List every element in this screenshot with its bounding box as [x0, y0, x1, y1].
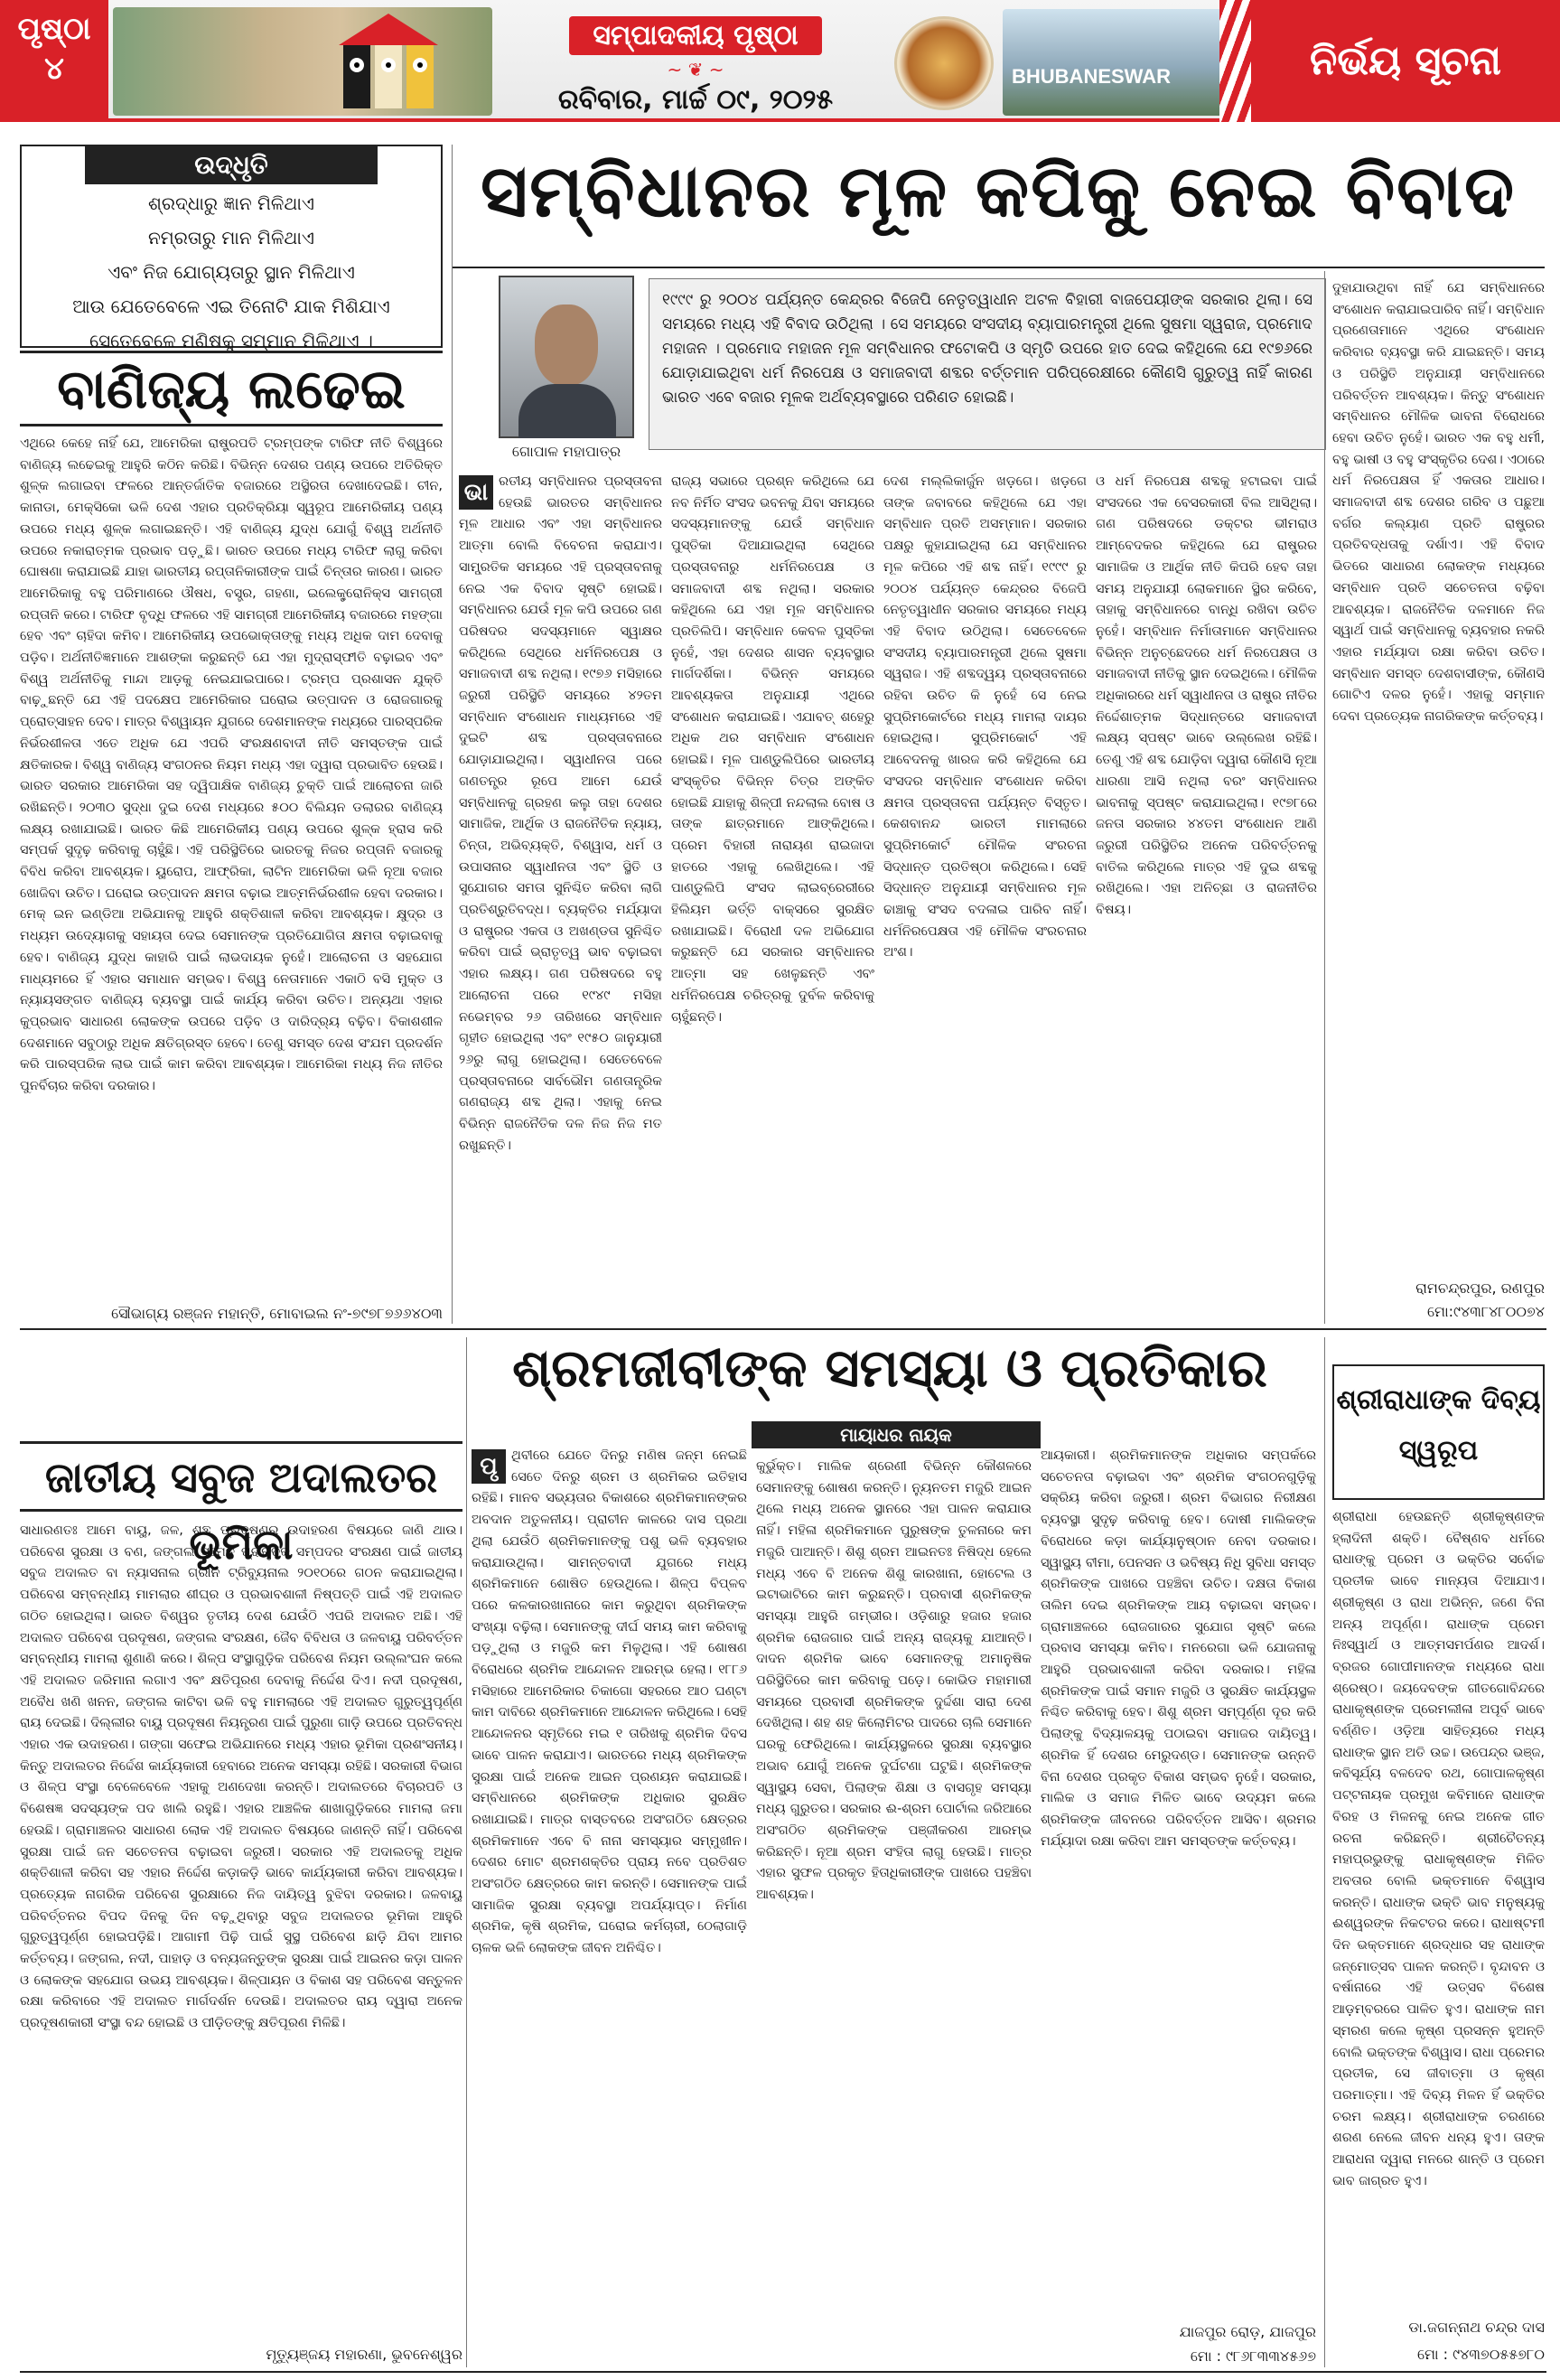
banijya-text: ଏଥିରେ କେହେ ନାହିଁ ଯେ, ଆମେରିକା ରାଷ୍ଟ୍ରପତି ଟ୍ରମ୍ପଙ୍କ ଟାରିଫ ନୀତି ବିଶ୍ୱରେ ବାଣିଜ୍ୟ ଲଢେଇକୁ ଆହୁରି କଠିନ କରିଛି। ବିଭିନ୍ନ ଦେଶର ପଣ୍ୟ ଉପରେ ଅତିରିକ୍ତ ଶୁଳ୍କ ଲଗାଇବା ଫଳରେ ଆନ୍ତର୍ଜାତିକ ବଜାରରେ ଅସ୍ଥିରତା ଦେଖାଦେଇଛି। ଚୀନ, କାନାଡା, ମେକ୍ସିକୋ ଭଳି ଦେଶ ଏହାର ପ୍ରତିକ୍ରିୟା ସ୍ୱରୂପ ଆମେରିକୀୟ ପଣ୍ୟ ଉପରେ ମଧ୍ୟ ଶୁଳ୍କ ଲଗାଇଛନ୍ତି। ଏହି ବାଣିଜ୍ୟ ଯୁଦ୍ଧ ଯୋଗୁଁ ବିଶ୍ୱ ଅର୍ଥନୀତି ଉପରେ ନକାରାତ୍ମକ ପ୍ରଭାବ ପଡ଼ୁଛି। ଭାରତ ଉପରେ ମଧ୍ୟ ଟାରିଫ ଲାଗୁ କରିବା ଘୋଷଣା କରାଯାଇଛି ଯାହା ଭାରତୀୟ ରପ୍ତାନିକାରୀଙ୍କ ପାଇଁ ଚିନ୍ତାର କାରଣ। ଭାରତ ଆମେରିକାକୁ ବହୁ ପରିମାଣରେ ଔଷଧ, ବସ୍ତ୍ର, ଗହଣା, ଇଲେକ୍ଟ୍ରୋନିକ୍ସ ସାମଗ୍ରୀ ରପ୍ତାନି କରେ। ଟାରିଫ ବୃଦ୍ଧି ଫଳରେ ଏହି ସାମଗ୍ରୀ ଆମେରିକୀୟ ବଜାରରେ ମହଙ୍ଗା ହେବ ଏବଂ ଚାହିଦା କମିବ। ଆମେରିକୀୟ ଉପଭୋକ୍ତାଙ୍କୁ ମଧ୍ୟ ଅଧିକ ଦାମ ଦେବାକୁ ପଡ଼ିବ। ଅର୍ଥନୀତିଜ୍ଞମାନେ ଆଶଙ୍କା କରୁଛନ୍ତି ଯେ ଏହା ମୁଦ୍ରାସ୍ଫୀତି ବଢ଼ାଇବ ଏବଂ ବିଶ୍ୱ ଅର୍ଥନୀତିକୁ ମାନ୍ଦା ଆଡ଼କୁ ନେଇଯାଇପାରେ। ଟ୍ରମ୍ପ ପ୍ରଶାସନ ଯୁକ୍ତି ବାଢ଼ୁଛନ୍ତି ଯେ ଏହି ପଦକ୍ଷେପ ଆମେରିକାର ଘରୋଇ ଉତ୍ପାଦନ ଓ ରୋଜଗାରକୁ ପ୍ରୋତ୍ସାହନ ଦେବ। ମାତ୍ର ବିଶ୍ୱାୟନ ଯୁଗରେ ଦେଶମାନଙ୍କ ମଧ୍ୟରେ ପାରସ୍ପରିକ ନିର୍ଭରଶୀଳତା ଏତେ ଅଧିକ ଯେ ଏପରି ସଂରକ୍ଷଣବାଦୀ ନୀତି ସମସ୍ତଙ୍କ ପାଇଁ କ୍ଷତିକାରକ। ବିଶ୍ୱ ବାଣିଜ୍ୟ ସଂଗଠନର ନିୟମ ମଧ୍ୟ ଏହା ଦ୍ୱାରା ପ୍ରଭାବିତ ହେଉଛି। ଭାରତ ସରକାର ଆମେରିକା ସହ ଦ୍ୱିପାକ୍ଷିକ ବାଣିଜ୍ୟ ଚୁକ୍ତି ପାଇଁ ଆଲୋଚନା ଜାରି ରଖିଛନ୍ତି। ୨୦୩୦ ସୁଦ୍ଧା ଦୁଇ ଦେଶ ମଧ୍ୟରେ ୫୦୦ ବିଲିୟନ ଡଲାରର ବାଣିଜ୍ୟ ଲକ୍ଷ୍ୟ ରଖାଯାଇଛି। ଭାରତ କିଛି ଆମେରିକୀୟ ପଣ୍ୟ ଉପରେ ଶୁଳ୍କ ହ୍ରାସ କରି ସମ୍ପର୍କ ସୁଦୃଢ଼ କରିବାକୁ ଚାହୁଁଛି। ଏହି ପରିସ୍ଥିତିରେ ଭାରତକୁ ନିଜର ରପ୍ତାନି ବଜାରକୁ ବିବିଧ କରିବା ଆବଶ୍ୟକ। ୟୁରୋପ, ଆଫ୍ରିକା, ଲାଟିନ ଆମେରିକା ଭଳି ନୂଆ ବଜାର ଖୋଜିବା ଉଚିତ। ଘରୋଇ ଉତ୍ପାଦନ କ୍ଷମତା ବଢ଼ାଇ ଆତ୍ମନିର୍ଭରଶୀଳ ହେବା ଦରକାର। ମେକ୍ ଇନ ଇଣ୍ଡିଆ ଅଭିଯାନକୁ ଆହୁରି ଶକ୍ତିଶାଳୀ କରିବା ଆବଶ୍ୟକ। କ୍ଷୁଦ୍ର ଓ ମଧ୍ୟମ ଉଦ୍ୟୋଗକୁ ସହାୟତା ଦେଇ ସେମାନଙ୍କ ପ୍ରତିଯୋଗିତା କ୍ଷମତା ବଢ଼ାଇବାକୁ ହେବ। ବାଣିଜ୍ୟ ଯୁଦ୍ଧ କାହାରି ପାଇଁ ଲାଭଦାୟକ ନୁହେଁ। ଆଲୋଚନା ଓ ସହଯୋଗ ମାଧ୍ୟମରେ ହିଁ ଏହାର ସମାଧାନ ସମ୍ଭବ। ବିଶ୍ୱ ନେତାମାନେ ଏକାଠି ବସି ମୁକ୍ତ ଓ ନ୍ୟାୟସଙ୍ଗତ ବାଣିଜ୍ୟ ବ୍ୟବସ୍ଥା ପାଇଁ କାର୍ଯ୍ୟ କରିବା ଉଚିତ। ଅନ୍ୟଥା ଏହାର କୁପ୍ରଭାବ ସାଧାରଣ ଲୋକଙ୍କ ଉପରେ ପଡ଼ିବ ଓ ଦାରିଦ୍ର୍ୟ ବଢ଼ିବ। ବିକାଶଶୀଳ ଦେଶମାନେ ସବୁଠାରୁ ଅଧିକ କ୍ଷତିଗ୍ରସ୍ତ ହେବେ। ତେଣୁ ସମସ୍ତ ଦେଶ ସଂଯମ ପ୍ରଦର୍ଶନ କରି ପାରସ୍ପରିକ ଲାଭ ପାଇଁ କାମ କରିବା ଆବଶ୍ୟକ। ଆମେରିକା ମଧ୍ୟ ନିଜ ନୀତିର ପୁନର୍ବିଚାର କରିବା ଦରକାର। [20, 436, 443, 1094]
radha-headline: ଶ୍ରୀରାଧାଙ୍କ ଦିବ୍ୟ ସ୍ୱରୂପ [1336, 1384, 1541, 1466]
shram-signoff-place: ଯାଜପୁର ରୋଡ଼, ଯାଜପୁର [1179, 2323, 1316, 2340]
shramajibi-author: ମାୟାଧର ନାୟକ [752, 1421, 1041, 1448]
shram-col-2 [756, 1457, 1032, 2360]
main-col-text: ଦେଶ ମଲ୍ଲିକାର୍ଜୁନ ଖଡ଼ଗେ। ଖଡ଼ଗେ ତାଙ୍କ ଜବାବରେ କହିଥିଲେ ଯେ ଏହା ସମ୍ବିଧାନ ପ୍ରତି ଅସମ୍ମାନ। ସରକାର ପକ୍ଷରୁ କୁହାଯାଇଥିଲା ଯେ ସମ୍ବିଧାନର ମୂଳ କପିରେ ଏହି ଶବ୍ଦ ନାହିଁ। ୧୯୯୯ ରୁ ୨୦୦୪ ପର୍ଯ୍ୟନ୍ତ କେନ୍ଦ୍ରର ବିଜେପି ନେତୃତ୍ୱାଧୀନ ସରକାର ସମୟରେ ମଧ୍ୟ ଏହି ବିବାଦ ଉଠିଥିଲା। ସେତେବେଳେ ସଂସଦୀୟ ବ୍ୟାପାରମନ୍ତ୍ରୀ ଥିଲେ ସୁଷମା ସ୍ୱରାଜ। ଏହି ଶବ୍ଦଦ୍ୱୟ ପ୍ରସ୍ତାବନାରେ ରହିବା ଉଚିତ କି ନୁହେଁ ସେ ନେଇ ସୁପ୍ରିମକୋର୍ଟରେ ମଧ୍ୟ ମାମଲା ଦାୟର ହୋଇଥିଲା। ସୁପ୍ରିମକୋର୍ଟ ଏହି ଆବେଦନକୁ ଖାରଜ କରି କହିଥିଲେ ଯେ ସଂସଦର ସମ୍ବିଧାନ ସଂଶୋଧନ କରିବା କ୍ଷମତା ପ୍ରସ୍ତାବନା ପର୍ଯ୍ୟନ୍ତ ବିସ୍ତୃତ। କେଶବାନନ୍ଦ ଭାରତୀ ମାମଲାରେ ସୁପ୍ରିମକୋର୍ଟ ମୌଳିକ ସଂରଚନା ସିଦ୍ଧାନ୍ତ ପ୍ରତିଷ୍ଠା କରିଥିଲେ। ସେହି ସିଦ୍ଧାନ୍ତ ଅନୁଯାୟୀ ସମ୍ବିଧାନର ମୂଳ ଢାଞ୍ଚାକୁ ସଂସଦ ବଦଳାଇ ପାରିବ ନାହିଁ। ଧର୍ମନିରପେକ୍ଷତା ଏହି ମୌଳିକ ସଂରଚନାର ଅଂଶ। [883, 474, 1087, 960]
divider [452, 267, 1545, 268]
quote-line: ଏବଂ ନିଜ ଯୋଗ୍ୟତାରୁ ସ୍ଥାନ ମିଳିଥାଏ [107, 261, 355, 283]
shram-col-text: କୁର୍ଭୁକ୍ତ। ମାଲିକ ଶ୍ରେଣୀ ବିଭିନ୍ନ କୌଶଳରେ ସେମାନଙ୍କୁ ଶୋଷଣ କରନ୍ତି। ନ୍ୟୁନତମ ମଜୁରି ଆଇନ ଥିଲେ ମଧ୍ୟ ଅନେକ ସ୍ଥାନରେ ଏହା ପାଳନ କରାଯାଉ ନାହିଁ। ମହିଳା ଶ୍ରମିକମାନେ ପୁରୁଷଙ୍କ ତୁଳନାରେ କମ ମଜୁରି ପାଆନ୍ତି। ଶିଶୁ ଶ୍ରମ ଆଇନତଃ ନିଷିଦ୍ଧ ହେଲେ ମଧ୍ୟ ଏବେ ବି ଅନେକ ଶିଶୁ କାରଖାନା, ହୋଟେଲ ଓ ଇଟାଭାଟିରେ କାମ କରୁଛନ୍ତି। ପ୍ରବାସୀ ଶ୍ରମିକଙ୍କ ସମସ୍ୟା ଆହୁରି ଗମ୍ଭୀର। ଓଡ଼ିଶାରୁ ହଜାର ହଜାର ଶ୍ରମିକ ରୋଜଗାର ପାଇଁ ଅନ୍ୟ ରାଜ୍ୟକୁ ଯାଆନ୍ତି। ଦାଦନ ଶ୍ରମିକ ଭାବେ ସେମାନଙ୍କୁ ଅମାନୁଷିକ ପରିସ୍ଥିତିରେ କାମ କରିବାକୁ ପଡ଼େ। କୋଭିଡ ମହାମାରୀ ସମୟରେ ପ୍ରବାସୀ ଶ୍ରମିକଙ୍କ ଦୁର୍ଦ୍ଦଶା ସାରା ଦେଶ ଦେଖିଥିଲା। ଶହ ଶହ କିଲୋମିଟର ପାଦରେ ଚାଲି ସେମାନେ ଘରକୁ ଫେରିଥିଲେ। କାର୍ଯ୍ୟସ୍ଥଳରେ ସୁରକ୍ଷା ବ୍ୟବସ୍ଥାର ଅଭାବ ଯୋଗୁଁ ଅନେକ ଦୁର୍ଘଟଣା ଘଟୁଛି। ଶ୍ରମିକଙ୍କ ସ୍ୱାସ୍ଥ୍ୟ ସେବା, ପିଲାଙ୍କ ଶିକ୍ଷା ଓ ବାସଗୃହ ସମସ୍ୟା ମଧ୍ୟ ଗୁରୁତର। ସରକାର ଈ-ଶ୍ରମ ପୋର୍ଟାଲ ଜରିଆରେ ଅସଂଗଠିତ ଶ୍ରମିକଙ୍କ ପଞ୍ଜୀକରଣ ଆରମ୍ଭ କରିଛନ୍ତି। ନୂଆ ଶ୍ରମ ସଂହିତା ଲାଗୁ ହେଉଛି। ମାତ୍ର ଏହାର ସୁଫଳ ପ୍ରକୃତ ହିତାଧିକାରୀଙ୍କ ପାଖରେ ପହଞ୍ଚିବା ଆବଶ୍ୟକ। [756, 1459, 1032, 1903]
quote-line: ନମ୍ରତାରୁ ମାନ ମିଳିଥାଏ [148, 227, 314, 248]
main-col-text: ରାଜ୍ୟ ସଭାରେ ପ୍ରଶ୍ନ କରିଥିଲେ ଯେ ନବ ନିର୍ମିତ ସଂସଦ ଭବନକୁ ଯିବା ସମୟରେ ସଦସ୍ୟମାନଙ୍କୁ ଯେଉଁ ସମ୍ବିଧାନ ପୁସ୍ତିକା ଦିଆଯାଇଥିଲା ସେଥିରେ ପ୍ରସ୍ତାବନାରୁ ଧର୍ମନିରପେକ୍ଷ ଓ ସମାଜବାଦୀ ଶବ୍ଦ ନଥିଲା। ସରକାର କହିଥିଲେ ଯେ ଏହା ମୂଳ ସମ୍ବିଧାନର ପ୍ରତିଲିପି। ସମ୍ବିଧାନ କେବଳ ପୁସ୍ତିକା ନୁହେଁ, ଏହା ଦେଶର ଶାସନ ବ୍ୟବସ୍ଥାର ମାର୍ଗଦର୍ଶିକା। ବିଭିନ୍ନ ସମୟରେ ଆବଶ୍ୟକତା ଅନୁଯାୟୀ ଏଥିରେ ସଂଶୋଧନ କରାଯାଇଛି। ଏଯାବତ୍ ଶହେରୁ ଅଧିକ ଥର ସମ୍ବିଧାନ ସଂଶୋଧନ ହୋଇଛି। ମୂଳ ପାଣ୍ଡୁଲିପିରେ ଭାରତୀୟ ସଂସ୍କୃତିର ବିଭିନ୍ନ ଚିତ୍ର ଅଙ୍କିତ ହୋଇଛି ଯାହାକୁ ଶିଳ୍ପୀ ନନ୍ଦଲାଲ ବୋଷ ଓ ତାଙ୍କ ଛାତ୍ରମାନେ ଆଙ୍କିଥିଲେ। ପ୍ରେମ ବିହାରୀ ନାରାୟଣ ରାଇଜାଦା ହାତରେ ଏହାକୁ ଲେଖିଥିଲେ। ଏହି ପାଣ୍ଡୁଲିପି ସଂସଦ ଲାଇବ୍ରେରୀରେ ହିଲିୟମ ଭର୍ତ୍ତି ବାକ୍ସରେ ସୁରକ୍ଷିତ ରଖାଯାଇଛି। ବିରୋଧୀ ଦଳ ଅଭିଯୋଗ କରୁଛନ୍ତି ଯେ ସରକାର ସମ୍ବିଧାନର ଆତ୍ମା ସହ ଖେଳୁଛନ୍ତି ଏବଂ ଧର୍ମନିରପେକ୍ଷ ଚରିତ୍ରକୁ ଦୁର୍ବଳ କରିବାକୁ ଚାହୁଁଛନ୍ତି। [671, 474, 874, 1025]
jatiya-body [20, 1521, 462, 2334]
main-col-2 [671, 472, 874, 1303]
banijya-signoff: ସୌଭାଗ୍ୟ ରଞ୍ଜନ ମହାନ୍ତି, ମୋବାଇଲ ନଂ-୭୯୭୮୭୬୬୪୦୩ [20, 1305, 443, 1323]
bottom-rule [20, 2371, 1546, 2373]
shram-col-text: ଥିବୀରେ ଯେତେ ଦିନରୁ ମଣିଷ ଜନ୍ମ ନେଇଛି ସେତେ ଦିନରୁ ଶ୍ରମ ଓ ଶ୍ରମିକର ଇତିହାସ ରହିଛି। ମାନବ ସଭ୍ୟତାର ବିକାଶରେ ଶ୍ରମିକମାନଙ୍କର ଅବଦାନ ଅତୁଳନୀୟ। ପ୍ରାଚୀନ କାଳରେ ଦାସ ପ୍ରଥା ଥିଲା ଯେଉଁଠି ଶ୍ରମିକମାନଙ୍କୁ ପଶୁ ଭଳି ବ୍ୟବହାର କରାଯାଉଥିଲା। ସାମନ୍ତବାଦୀ ଯୁଗରେ ମଧ୍ୟ ଶ୍ରମିକମାନେ ଶୋଷିତ ହେଉଥିଲେ। ଶିଳ୍ପ ବିପ୍ଳବ ପରେ କଳକାରଖାନାରେ କାମ କରୁଥିବା ଶ୍ରମିକଙ୍କ ସଂଖ୍ୟା ବଢ଼ିଲା। ସେମାନଙ୍କୁ ଦୀର୍ଘ ସମୟ କାମ କରିବାକୁ ପଡ଼ୁଥିଲା ଓ ମଜୁରି କମ ମିଳୁଥିଲା। ଏହି ଶୋଷଣ ବିରୋଧରେ ଶ୍ରମିକ ଆନ୍ଦୋଳନ ଆରମ୍ଭ ହେଲା। ୧୮୮୬ ମସିହାରେ ଆମେରିକାର ଚିକାଗୋ ସହରରେ ଆଠ ଘଣ୍ଟା କାମ ଦାବିରେ ଶ୍ରମିକମାନେ ଆନ୍ଦୋଳନ କରିଥିଲେ। ସେହି ଆନ୍ଦୋଳନର ସ୍ମୃତିରେ ମଇ ୧ ତାରିଖକୁ ଶ୍ରମିକ ଦିବସ ଭାବେ ପାଳନ କରାଯାଏ। ଭାରତରେ ମଧ୍ୟ ଶ୍ରମିକଙ୍କ ସୁରକ୍ଷା ପାଇଁ ଅନେକ ଆଇନ ପ୍ରଣୟନ କରାଯାଇଛି। ସମ୍ବିଧାନରେ ଶ୍ରମିକଙ୍କ ଅଧିକାର ସୁରକ୍ଷିତ ରଖାଯାଇଛି। ମାତ୍ର ବାସ୍ତବରେ ଅସଂଗଠିତ କ୍ଷେତ୍ରର ଶ୍ରମିକମାନେ ଏବେ ବି ନାନା ସମସ୍ୟାର ସମ୍ମୁଖୀନ। ଦେଶର ମୋଟ ଶ୍ରମଶକ୍ତିର ପ୍ରାୟ ନବେ ପ୍ରତିଶତ ଅସଂଗଠିତ କ୍ଷେତ୍ରରେ କାମ କରନ୍ତି। ସେମାନଙ୍କ ପାଇଁ ସାମାଜିକ ସୁରକ୍ଷା ବ୍ୟବସ୍ଥା ଅପର୍ଯ୍ୟାପ୍ତ। ନିର୍ମାଣ ଶ୍ରମିକ, କୃଷି ଶ୍ରମିକ, ଘରୋଇ କର୍ମଚାରୀ, ଠେଲାଗାଡ଼ି ଚାଳକ ଭଳି ଲୋକଙ୍କ ଜୀବନ ଅନିଶ୍ଚିତ। [472, 1448, 747, 1956]
column-rule [1324, 271, 1325, 1324]
author-shirt [518, 384, 616, 438]
quote-line: ଶ୍ରଦ୍ଧାରୁ ଜ୍ଞାନ ମିଳିଥାଏ [148, 192, 314, 214]
radha-headline-box [1332, 1364, 1545, 1500]
masthead [0, 0, 1560, 122]
main-headline: ସମ୍ବିଧାନର ମୂଳ କପିକୁ ନେଇ ବିବାଦ [481, 149, 1516, 233]
main-col-text: ଦୁହାଯାଉଥିବା ନାହିଁ ଯେ ସମ୍ବିଧାନରେ ସଂଶୋଧନ କରାଯାଇପାରିବ ନାହିଁ। ସମ୍ବିଧାନ ପ୍ରଣେତାମାନେ ଏଥିରେ ସଂଶୋଧନ କରିବାର ବ୍ୟବସ୍ଥା କରି ଯାଇଛନ୍ତି। ସମୟ ଓ ପରିସ୍ଥିତି ଅନୁଯାୟୀ ସମ୍ବିଧାନରେ ପରିବର୍ତ୍ତନ ଆବଶ୍ୟକ। କିନ୍ତୁ ସଂଶୋଧନ ସମ୍ବିଧାନର ମୌଳିକ ଭାବନା ବିରୋଧରେ ହେବା ଉଚିତ ନୁହେଁ। ଭାରତ ଏକ ବହୁ ଧର୍ମୀ, ବହୁ ଭାଷୀ ଓ ବହୁ ସଂସ୍କୃତିର ଦେଶ। ଏଠାରେ ଧର୍ମ ନିରପେକ୍ଷତା ହିଁ ଏକତାର ଆଧାର। ସମାଜବାଦୀ ଶବ୍ଦ ଦେଶର ଗରିବ ଓ ପଛୁଆ ବର୍ଗର କଲ୍ୟାଣ ପ୍ରତି ରାଷ୍ଟ୍ରର ପ୍ରତିବଦ୍ଧତାକୁ ଦର୍ଶାଏ। ଏହି ବିବାଦ ଭିତରେ ସାଧାରଣ ଲୋକଙ୍କ ମଧ୍ୟରେ ସମ୍ବିଧାନ ପ୍ରତି ସଚେତନତା ବଢ଼ିବା ଆବଶ୍ୟକ। ରାଜନୈତିକ ଦଳମାନେ ନିଜ ସ୍ୱାର୍ଥ ପାଇଁ ସମ୍ବିଧାନକୁ ବ୍ୟବହାର ନକରି ଏହାର ମର୍ଯ୍ୟାଦା ରକ୍ଷା କରିବା ଉଚିତ। ସମ୍ବିଧାନ ସମସ୍ତ ଦେଶବାସୀଙ୍କ, କୌଣସି ଗୋଟିଏ ଦଳର ନୁହେଁ। ଏହାକୁ ସମ୍ମାନ ଦେବା ପ୍ରତ୍ୟେକ ନାଗରିକଙ୍କ କର୍ତ୍ତବ୍ୟ। [1332, 281, 1545, 725]
shram-col-1 [472, 1446, 747, 2358]
main-col-1 [459, 472, 662, 1303]
city-name: BHUBANESWAR [1012, 65, 1171, 88]
divider [20, 1328, 1546, 1330]
main-col-4 [1096, 472, 1317, 1303]
quote-heading: ଉଦ୍ଧୃତି [85, 146, 378, 184]
food-plate-image [894, 16, 994, 110]
main-col-text: ରତୀୟ ସମ୍ବିଧାନର ପ୍ରସ୍ତାବନା ହେଉଛି ଭାରତର ସମ୍ବିଧାନର ମୂଳ ଆଧାର ଏବଂ ଏହା ସମ୍ବିଧାନର ଆତ୍ମା ବୋଲି ବିବେଚନା କରାଯାଏ। ସାମ୍ପ୍ରତିକ ସମୟରେ ଏହି ପ୍ରସ୍ତାବନାକୁ ନେଇ ଏକ ବିବାଦ ସୃଷ୍ଟି ହୋଇଛି। ସମ୍ବିଧାନର ଯେଉଁ ମୂଳ କପି ଉପରେ ଗଣ ପରିଷଦର ସଦସ୍ୟମାନେ ସ୍ୱାକ୍ଷର କରିଥିଲେ ସେଥିରେ ଧର୍ମନିରପେକ୍ଷ ଓ ସମାଜବାଦୀ ଶବ୍ଦ ନଥିଲା। ୧୯୭୬ ମସିହାରେ ଜରୁରୀ ପରିସ୍ଥିତି ସମୟରେ ୪୨ତମ ସମ୍ବିଧାନ ସଂଶୋଧନ ମାଧ୍ୟମରେ ଏହି ଦୁଇଟି ଶବ୍ଦ ପ୍ରସ୍ତାବନାରେ ଯୋଡ଼ାଯାଇଥିଲା। ସ୍ୱାଧୀନତା ପରେ ଗଣତନ୍ତ୍ର ରୂପେ ଆମେ ଯେଉଁ ସମ୍ବିଧାନକୁ ଗ୍ରହଣ କଲୁ ତାହା ଦେଶର ସାମାଜିକ, ଆର୍ଥିକ ଓ ରାଜନୈତିକ ନ୍ୟାୟ, ଚିନ୍ତା, ଅଭିବ୍ୟକ୍ତି, ବିଶ୍ୱାସ, ଧର୍ମ ଓ ଉପାସନାର ସ୍ୱାଧୀନତା ଏବଂ ସ୍ଥିତି ଓ ସୁଯୋଗର ସମତା ସୁନିଶ୍ଚିତ କରିବା ଲାଗି ପ୍ରତିଶ୍ରୁତିବଦ୍ଧ। ବ୍ୟକ୍ତିର ମର୍ଯ୍ୟାଦା ଓ ରାଷ୍ଟ୍ରର ଏକତା ଓ ଅଖଣ୍ଡତା ସୁନିଶ୍ଚିତ କରିବା ପାଇଁ ଭ୍ରାତୃତ୍ୱ ଭାବ ବଢ଼ାଇବା ଏହାର ଲକ୍ଷ୍ୟ। ଗଣ ପରିଷଦରେ ବହୁ ଆଲୋଚନା ପରେ ୧୯୪୯ ମସିହା ନଭେମ୍ବର ୨୬ ତାରିଖରେ ସମ୍ବିଧାନ ଗୃହୀତ ହୋଇଥିଲା ଏବଂ ୧୯୫୦ ଜାନୁୟାରୀ ୨୬ରୁ ଲାଗୁ ହୋଇଥିଲା। ସେତେବେଳେ ପ୍ରସ୍ତାବନାରେ ସାର୍ବଭୌମ ଗଣତାନ୍ତ୍ରିକ ଗଣରାଜ୍ୟ ଶବ୍ଦ ଥିଲା। ଏହାକୁ ନେଇ ବିଭିନ୍ନ ରାଜନୈତିକ ଦଳ ନିଜ ନିଜ ମତ ରଖୁଛନ୍ତି। [459, 474, 662, 1153]
jagannath-deities-icon [334, 9, 443, 116]
section-title: ସମ୍ପାଦକୀୟ ପୃଷ୍ଠା [569, 16, 821, 55]
dropcap: ପୃ [472, 1449, 506, 1484]
main-col-5 [1332, 278, 1545, 1263]
column-rule [466, 1337, 467, 2367]
main-col-text: ଓ ଧର୍ମ ନିରପେକ୍ଷ ଶବ୍ଦକୁ ହଟାଇବା ପାଇଁ ସଂସଦରେ ଏକ ବେସରକାରୀ ବିଲ ଆସିଥିଲା। ଗଣ ପରିଷଦରେ ଡକ୍ଟର ଭୀମରାଓ ଆମ୍ବେଦକର କହିଥିଲେ ଯେ ରାଷ୍ଟ୍ରର ସାମାଜିକ ଓ ଆର୍ଥିକ ନୀତି କିପରି ହେବ ତାହା ସମୟ ଅନୁଯାୟୀ ଲୋକମାନେ ସ୍ଥିର କରିବେ, ତାହାକୁ ସମ୍ବିଧାନରେ ବାନ୍ଧି ରଖିବା ଉଚିତ ନୁହେଁ। ସମ୍ବିଧାନ ନିର୍ମାତାମାନେ ସମ୍ବିଧାନର ବିଭିନ୍ନ ଅନୁଚ୍ଛେଦରେ ଧର୍ମ ନିରପେକ୍ଷତା ଓ ସମାଜବାଦୀ ନୀତିକୁ ସ୍ଥାନ ଦେଇଥିଲେ। ମୌଳିକ ଅଧିକାରରେ ଧର୍ମ ସ୍ୱାଧୀନତା ଓ ରାଷ୍ଟ୍ର ନୀତିର ନିର୍ଦ୍ଦେଶାତ୍ମକ ସିଦ୍ଧାନ୍ତରେ ସମାଜବାଦୀ ଲକ୍ଷ୍ୟ ସ୍ପଷ୍ଟ ଭାବେ ଉଲ୍ଲେଖ ରହିଛି। ତେଣୁ ଏହି ଶବ୍ଦ ଯୋଡ଼ିବା ଦ୍ୱାରା କୌଣସି ନୂଆ ଧାରଣା ଆସି ନଥିଲା ବରଂ ସମ୍ବିଧାନର ଭାବନାକୁ ସ୍ପଷ୍ଟ କରାଯାଇଥିଲା। ୧୯୭୮ରେ ଜନତା ସରକାର ୪୪ତମ ସଂଶୋଧନ ଆଣି ଜରୁରୀ ପରିସ୍ଥିତିର ଅନେକ ପରିବର୍ତ୍ତନକୁ ବାତିଲ କରିଥିଲେ ମାତ୍ର ଏହି ଦୁଇ ଶବ୍ଦକୁ ରଖିଥିଲେ। ଏହା ଅନିଚ୍ଛା ଓ ରାଜନୀତିର ବିଷୟ। [1096, 474, 1317, 918]
column-rule [1324, 1337, 1325, 2367]
brand-name: ନିର୍ଭୟ ସୂଚନା [1251, 0, 1560, 122]
radha-signoff-phone: ମୋ : ୯୪୩୭୦୫୫୭୮୦ [1416, 2346, 1545, 2363]
issue-date: ରବିବାର, ମାର୍ଚ୍ଚ ୦୯, ୨୦୨୫ [557, 84, 834, 116]
dropcap: ଭା [459, 475, 493, 510]
radha-body [1332, 1507, 1545, 2302]
jatiya-text: ସାଧାରଣତଃ ଆମେ ବାୟୁ, ଜଳ, ଶବ୍ଦ ପ୍ରଦୂଷଣର ଉଦାହରଣ ବିଷୟରେ ଜାଣି ଥାଉ। ପରିବେଶ ସୁରକ୍ଷା ଓ ବଣ, ଜଙ୍ଗଲ ସମେତ ପ୍ରାକୃତିକ ସମ୍ପଦର ସଂରକ୍ଷଣ ପାଇଁ ଜାତୀୟ ସବୁଜ ଅଦାଲତ ବା ନ୍ୟାସନାଲ ଗ୍ରୀନ ଟ୍ରିବ୍ୟୁନାଲ ୨୦୧୦ରେ ଗଠନ କରାଯାଇଥିଲା। ପରିବେଶ ସମ୍ବନ୍ଧୀୟ ମାମଲାର ଶୀଘ୍ର ଓ ପ୍ରଭାବଶାଳୀ ନିଷ୍ପତ୍ତି ପାଇଁ ଏହି ଅଦାଲତ ଗଠିତ ହୋଇଥିଲା। ଭାରତ ବିଶ୍ୱର ତୃତୀୟ ଦେଶ ଯେଉଁଠି ଏପରି ଅଦାଲତ ଅଛି। ଏହି ଅଦାଲତ ପରିବେଶ ପ୍ରଦୂଷଣ, ଜଙ୍ଗଲ ସଂରକ୍ଷଣ, ଜୈବ ବିବିଧତା ଓ ଜଳବାୟୁ ପରିବର୍ତ୍ତନ ସମ୍ବନ୍ଧୀୟ ମାମଲା ଶୁଣାଣି କରେ। ଶିଳ୍ପ ସଂସ୍ଥାଗୁଡ଼ିକ ପରିବେଶ ନିୟମ ଉଲ୍ଲଂଘନ କଲେ ଏହି ଅଦାଲତ ଜରିମାନା ଲଗାଏ ଏବଂ କ୍ଷତିପୂରଣ ଦେବାକୁ ନିର୍ଦ୍ଦେଶ ଦିଏ। ନଦୀ ପ୍ରଦୂଷଣ, ଅବୈଧ ଖଣି ଖନନ, ଜଙ୍ଗଲ କାଟିବା ଭଳି ବହୁ ମାମଲାରେ ଏହି ଅଦାଲତ ଗୁରୁତ୍ୱପୂର୍ଣ୍ଣ ରାୟ ଦେଇଛି। ଦିଲ୍ଲୀର ବାୟୁ ପ୍ରଦୂଷଣ ନିୟନ୍ତ୍ରଣ ପାଇଁ ପୁରୁଣା ଗାଡ଼ି ଉପରେ ପ୍ରତିବନ୍ଧ ଏହାର ଏକ ଉଦାହରଣ। ଗଙ୍ଗା ସଫେଇ ଅଭିଯାନରେ ମଧ୍ୟ ଏହାର ଭୂମିକା ପ୍ରଶଂସନୀୟ। କିନ୍ତୁ ଅଦାଲତର ନିର୍ଦ୍ଦେଶ କାର୍ଯ୍ୟକାରୀ ହେବାରେ ଅନେକ ସମସ୍ୟା ରହିଛି। ସରକାରୀ ବିଭାଗ ଓ ଶିଳ୍ପ ସଂସ୍ଥା ବେଳେବେଳେ ଏହାକୁ ଅଣଦେଖା କରନ୍ତି। ଅଦାଲତରେ ବିଚାରପତି ଓ ବିଶେଷଜ୍ଞ ସଦସ୍ୟଙ୍କ ପଦ ଖାଲି ରହୁଛି। ଏହାର ଆଞ୍ଚଳିକ ଶାଖାଗୁଡ଼ିକରେ ମାମଲା ଜମା ହେଉଛି। ଗ୍ରାମାଞ୍ଚଳର ସାଧାରଣ ଲୋକ ଏହି ଅଦାଲତ ବିଷୟରେ ଜାଣନ୍ତି ନାହିଁ। ପରିବେଶ ସୁରକ୍ଷା ପାଇଁ ଜନ ସଚେତନତା ବଢ଼ାଇବା ଜରୁରୀ। ସରକାର ଏହି ଅଦାଲତକୁ ଅଧିକ ଶକ୍ତିଶାଳୀ କରିବା ସହ ଏହାର ନିର୍ଦ୍ଦେଶ କଡ଼ାକଡ଼ି ଭାବେ କାର୍ଯ୍ୟକାରୀ କରିବା ଆବଶ୍ୟକ। ପ୍ରତ୍ୟେକ ନାଗରିକ ପରିବେଶ ସୁରକ୍ଷାରେ ନିଜ ଦାୟିତ୍ୱ ବୁଝିବା ଦରକାର। ଜଳବାୟୁ ପରିବର୍ତ୍ତନର ବିପଦ ଦିନକୁ ଦିନ ବଢ଼ୁଥିବାରୁ ସବୁଜ ଅଦାଲତର ଭୂମିକା ଆହୁରି ଗୁରୁତ୍ୱପୂର୍ଣ୍ଣ ହୋଇପଡ଼ିଛି। ଆଗାମୀ ପିଢ଼ି ପାଇଁ ସୁସ୍ଥ ପରିବେଶ ଛାଡ଼ି ଯିବା ଆମର କର୍ତ୍ତବ୍ୟ। ଜଙ୍ଗଲ, ନଦୀ, ପାହାଡ଼ ଓ ବନ୍ୟଜନ୍ତୁଙ୍କ ସୁରକ୍ଷା ପାଇଁ ଆଇନର କଡ଼ା ପାଳନ ଓ ଲୋକଙ୍କ ସହଯୋଗ ଉଭୟ ଆବଶ୍ୟକ। ଶିଳ୍ପାୟନ ଓ ବିକାଶ ସହ ପରିବେଶ ସନ୍ତୁଳନ ରକ୍ଷା କରିବାରେ ଏହି ଅଦାଲତ ମାର୍ଗଦର୍ଶନ ଦେଉଛି। ଅଦାଲତର ରାୟ ଦ୍ୱାରା ଅନେକ ପ୍ରଦୂଷଣକାରୀ ସଂସ୍ଥା ବନ୍ଦ ହୋଇଛି ଓ ପୀଡ଼ିତଙ୍କୁ କ୍ଷତିପୂରଣ ମିଳିଛି। [20, 1523, 462, 2031]
section-header [506, 16, 885, 116]
shram-col-3 [1041, 1446, 1316, 2313]
shram-col-text: ଆୟକାରୀ। ଶ୍ରମିକମାନଙ୍କ ଅଧିକାର ସମ୍ପର୍କରେ ସଚେତନତା ବଢ଼ାଇବା ଏବଂ ଶ୍ରମିକ ସଂଗଠନଗୁଡ଼ିକୁ ସକ୍ରିୟ କରିବା ଜରୁରୀ। ଶ୍ରମ ବିଭାଗର ନିରୀକ୍ଷଣ ବ୍ୟବସ୍ଥା ସୁଦୃଢ଼ କରିବାକୁ ହେବ। ଦୋଷୀ ମାଲିକଙ୍କ ବିରୋଧରେ କଡ଼ା କାର୍ଯ୍ୟାନୁଷ୍ଠାନ ନେବା ଦରକାର। ସ୍ୱାସ୍ଥ୍ୟ ବୀମା, ପେନସନ ଓ ଭବିଷ୍ୟ ନିଧି ସୁବିଧା ସମସ୍ତ ଶ୍ରମିକଙ୍କ ପାଖରେ ପହଞ୍ଚିବା ଉଚିତ। ଦକ୍ଷତା ବିକାଶ ତାଲିମ ଦେଇ ଶ୍ରମିକଙ୍କ ଆୟ ବଢ଼ାଇବା ସମ୍ଭବ। ଗ୍ରାମାଞ୍ଚଳରେ ରୋଜଗାରର ସୁଯୋଗ ସୃଷ୍ଟି କଲେ ପ୍ରବାସ ସମସ୍ୟା କମିବ। ମନରେଗା ଭଳି ଯୋଜନାକୁ ଆହୁରି ପ୍ରଭାବଶାଳୀ କରିବା ଦରକାର। ମହିଳା ଶ୍ରମିକଙ୍କ ପାଇଁ ସମାନ ମଜୁରି ଓ ସୁରକ୍ଷିତ କାର୍ଯ୍ୟସ୍ଥଳ ନିଶ୍ଚିତ କରିବାକୁ ହେବ। ଶିଶୁ ଶ୍ରମ ସମ୍ପୂର୍ଣ୍ଣ ଦୂର କରି ପିଲାଙ୍କୁ ବିଦ୍ୟାଳୟକୁ ପଠାଇବା ସମାଜର ଦାୟିତ୍ୱ। ଶ୍ରମିକ ହିଁ ଦେଶର ମେରୁଦଣ୍ଡ। ସେମାନଙ୍କ ଉନ୍ନତି ବିନା ଦେଶର ପ୍ରକୃତ ବିକାଶ ସମ୍ଭବ ନୁହେଁ। ସରକାର, ମାଲିକ ଓ ସମାଜ ମିଳିତ ଭାବେ ଉଦ୍ୟମ କଲେ ଶ୍ରମିକଙ୍କ ଜୀବନରେ ପରିବର୍ତ୍ତନ ଆସିବ। ଶ୍ରମର ମର୍ଯ୍ୟାଦା ରକ୍ଷା କରିବା ଆମ ସମସ୍ତଙ୍କ କର୍ତ୍ତବ୍ୟ। [1041, 1448, 1316, 1849]
author-caption: ଗୋପାଳ ମହାପାତ୍ର [511, 443, 621, 460]
city-photo [1003, 9, 1228, 116]
ornament-divider: ~ ❦ ~ [667, 59, 724, 80]
author-photo [499, 276, 634, 438]
jatiya-headline: ଜାତୀୟ ସବୁଜ ଅଦାଲତର ଭୂମିକା [20, 1441, 462, 1512]
radha-text: ଶ୍ରୀରାଧା ହେଉଛନ୍ତି ଶ୍ରୀକୃଷ୍ଣଙ୍କ ହ୍ଲାଦିନୀ ଶକ୍ତି। ବୈଷ୍ଣବ ଧର୍ମରେ ରାଧାଙ୍କୁ ପ୍ରେମ ଓ ଭକ୍ତିର ସର୍ବୋଚ୍ଚ ପ୍ରତୀକ ଭାବେ ମାନ୍ୟତା ଦିଆଯାଏ। ଶ୍ରୀକୃଷ୍ଣ ଓ ରାଧା ଅଭିନ୍ନ, ଜଣେ ବିନା ଅନ୍ୟ ଅପୂର୍ଣ୍ଣ। ରାଧାଙ୍କ ପ୍ରେମ ନିଃସ୍ୱାର୍ଥ ଓ ଆତ୍ମସମର୍ପଣର ଆଦର୍ଶ। ବ୍ରଜର ଗୋପୀମାନଙ୍କ ମଧ୍ୟରେ ରାଧା ଶ୍ରେଷ୍ଠ। ଜୟଦେବଙ୍କ ଗୀତଗୋବିନ୍ଦରେ ରାଧାକୃଷ୍ଣଙ୍କ ପ୍ରେମଲୀଳା ଅପୂର୍ବ ଭାବେ ବର୍ଣ୍ଣିତ। ଓଡ଼ିଆ ସାହିତ୍ୟରେ ମଧ୍ୟ ରାଧାଙ୍କ ସ୍ଥାନ ଅତି ଉଚ୍ଚ। ଉପେନ୍ଦ୍ର ଭଞ୍ଜ, କବିସୂର୍ଯ୍ୟ ବଳଦେବ ରଥ, ଗୋପାଳକୃଷ୍ଣ ପଟ୍ଟନାୟକ ପ୍ରମୁଖ କବିମାନେ ରାଧାଙ୍କ ବିରହ ଓ ମିଳନକୁ ନେଇ ଅନେକ ଗୀତ ରଚନା କରିଛନ୍ତି। ଶ୍ରୀଚୈତନ୍ୟ ମହାପ୍ରଭୁଙ୍କୁ ରାଧାକୃଷ୍ଣଙ୍କ ମିଳିତ ଅବତାର ବୋଲି ଭକ୍ତମାନେ ବିଶ୍ୱାସ କରନ୍ତି। ରାଧାଙ୍କ ଭକ୍ତି ଭାବ ମନୁଷ୍ୟକୁ ଈଶ୍ୱରଙ୍କ ନିକଟତର କରେ। ରାଧାଷ୍ଟମୀ ଦିନ ଭକ୍ତମାନେ ଶ୍ରଦ୍ଧାର ସହ ରାଧାଙ୍କ ଜନ୍ମୋତ୍ସବ ପାଳନ କରନ୍ତି। ବୃନ୍ଦାବନ ଓ ବର୍ଷାନାରେ ଏହି ଉତ୍ସବ ବିଶେଷ ଆଡ଼ମ୍ବରରେ ପାଳିତ ହୁଏ। ରାଧାଙ୍କ ନାମ ସ୍ମରଣ କଲେ କୃଷ୍ଣ ପ୍ରସନ୍ନ ହୁଅନ୍ତି ବୋଲି ଭକ୍ତଙ୍କ ବିଶ୍ୱାସ। ରାଧା ପ୍ରେମର ପ୍ରତୀକ, ସେ ଜୀବାତ୍ମା ଓ କୃଷ୍ଣ ପରମାତ୍ମା। ଏହି ଦିବ୍ୟ ମିଳନ ହିଁ ଭକ୍ତିର ଚରମ ଲକ୍ଷ୍ୟ। ଶ୍ରୀରାଧାଙ୍କ ଚରଣରେ ଶରଣ ନେଲେ ଜୀବନ ଧନ୍ୟ ହୁଏ। ତାଙ୍କ ଆରାଧନା ଦ୍ୱାରା ମନରେ ଶାନ୍ତି ଓ ପ୍ରେମ ଭାବ ଜାଗ୍ରତ ହୁଏ। [1332, 1510, 1545, 2188]
main-signoff-place: ରାମଚନ୍ଦ୍ରପୁର, ରଣପୁର [1415, 1279, 1545, 1297]
radha-signoff-name: ଡା.ଜଗନ୍ନାଥ ଚନ୍ଦ୍ର ଦାସ [1408, 2319, 1545, 2336]
author-face [535, 305, 598, 386]
page-number: ୪ [44, 51, 64, 87]
banijya-headline: ବାଣିଜ୍ୟ ଲଢେଇ [20, 351, 443, 426]
jatiya-signoff: ମୃତ୍ୟୁଞ୍ଜୟ ମହାରଣା, ଭୁବନେଶ୍ୱର [266, 2346, 462, 2363]
quote-line: ସେତେବେଳେ ମଣିଷକୁ ସମ୍ମାନ ମିଳିଥାଏ । [89, 330, 373, 351]
column-rule [452, 145, 453, 1324]
quote-line: ଆଉ ଯେତେବେଳେ ଏଇ ତିନୋଟି ଯାକ ମିଶିଯାଏ [72, 295, 390, 317]
shram-signoff-phone: ମୋ : ୯୮୬୮୩୩୪୫୬୭ [1190, 2347, 1316, 2365]
page-label: ପୃଷ୍ଠା [17, 11, 91, 47]
banijya-body [20, 434, 443, 1346]
shramajibi-headline: ଶ୍ରମଜୀବୀଙ୍କ ସମସ୍ୟା ଓ ପ୍ରତିକାର [512, 1337, 1267, 1399]
main-signoff-phone: ମୋ:୯୪୩୮୪୮୦୦୭୪ [1427, 1303, 1545, 1320]
page-number-panel [0, 0, 108, 122]
article-intro: ୧୯୯୯ ରୁ ୨୦୦୪ ପର୍ଯ୍ୟନ୍ତ କେନ୍ଦ୍ରର ବିଜେପି ନେତୃତ୍ୱାଧୀନ ଅଟଳ ବିହାରୀ ବାଜପେୟୀଙ୍କ ସରକାର ଥିଲା। ସେ ସମୟରେ ମଧ୍ୟ ଏହି ବିବାଦ ଉଠିଥିଲା । ସେ ସମୟରେ ସଂସଦୀୟ ବ୍ୟାପାରମନ୍ତ୍ରୀ ଥିଲେ ସୁଷମା ସ୍ୱରାଜ, ପ୍ରମୋଦ ମହାଜନ । ପ୍ରମୋଦ ମହାଜନ ମୂଳ ସମ୍ବିଧାନର ଫଟୋକପି ଓ ସ୍ମୃତି ଉପରେ ହାତ ଦେଇ କହିଥିଲେ ଯେ ୧୯୭୬ରେ ଯୋଡ଼ାଯାଇଥିବା ଧର୍ମ ନିରପେକ୍ଷ ଓ ସମାଜବାଦୀ ଶବ୍ଦର ବର୍ତ୍ତମାନ ପରିପ୍ରେକ୍ଷୀରେ କୌଣସି ଗୁରୁତ୍ୱ ନାହିଁ କାରଣ ଭାରତ ଏବେ ବଜାର ମୂଳକ ଅର୍ଥବ୍ୟବସ୍ଥାରେ ପରିଣତ ହୋଇଛି। [649, 278, 1326, 450]
main-col-3 [883, 472, 1087, 1303]
quote-box [20, 145, 443, 351]
